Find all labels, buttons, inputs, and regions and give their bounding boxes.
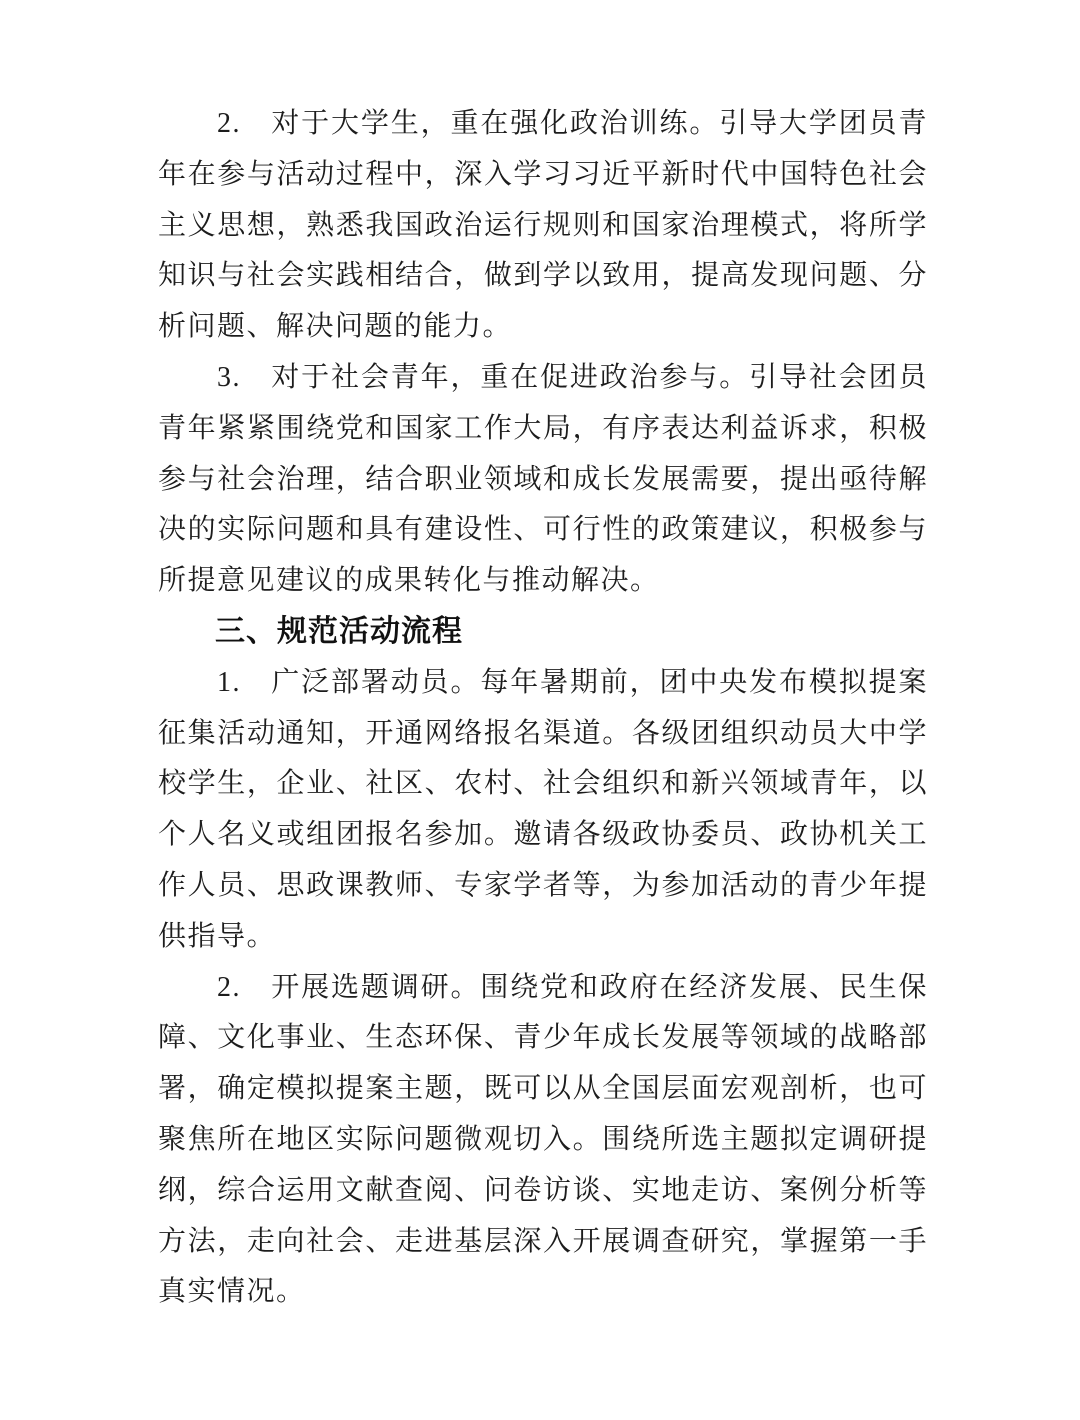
paragraph-item2-college-students: 2. 对于大学生，重在强化政治训练。引导大学团员青年在参与活动过程中，深入学习习近平新时代中国特色社会主义思想，熟悉我国政治运行规则和国家治理模式，将所学知识与社会实践相结合，做到学以致用，提高发现问题、分析问题、解决问题的能力。 bbox=[158, 108, 928, 343]
section-heading-standardize-activity-process: 三、规范活动流程 bbox=[215, 614, 463, 648]
paragraph-step1-broad-mobilization: 1. 广泛部署动员。每年暑期前，团中央发布模拟提案征集活动通知，开通网络报名渠道。各级团组织动员大中学校学生，企业、社区、农村、社会组织和新兴领域青年，以个人名义或组团报名参加。邀请各级政协委员、政协机关工作人员、思政课教师、专家学者等，为参加活动的青少年提供指导。 bbox=[158, 666, 928, 952]
paragraph-step2-topic-research: 2. 开展选题调研。围绕党和政府在经济发展、民生保障、文化事业、生态环保、青少年成长发展等领域的战略部署，确定模拟提案主题，既可以从全国层面宏观剖析，也可聚焦所在地区实际问题微观切入。围绕所选主题拟定调研提纲，综合运用文献查阅、问卷访谈、实地走访、案例分析等方法，走向社会、走进基层深入开展调查研究，掌握第一手真实情况。 bbox=[158, 971, 928, 1308]
paragraph-item3-social-youth: 3. 对于社会青年，重在促进政治参与。引导社会团员青年紧紧围绕党和国家工作大局，有序表达利益诉求，积极参与社会治理，结合职业领域和成长发展需要，提出亟待解决的实际问题和具有建设性、可行性的政策建议，积极参与所提意见建议的成果转化与推动解决。 bbox=[158, 361, 928, 597]
